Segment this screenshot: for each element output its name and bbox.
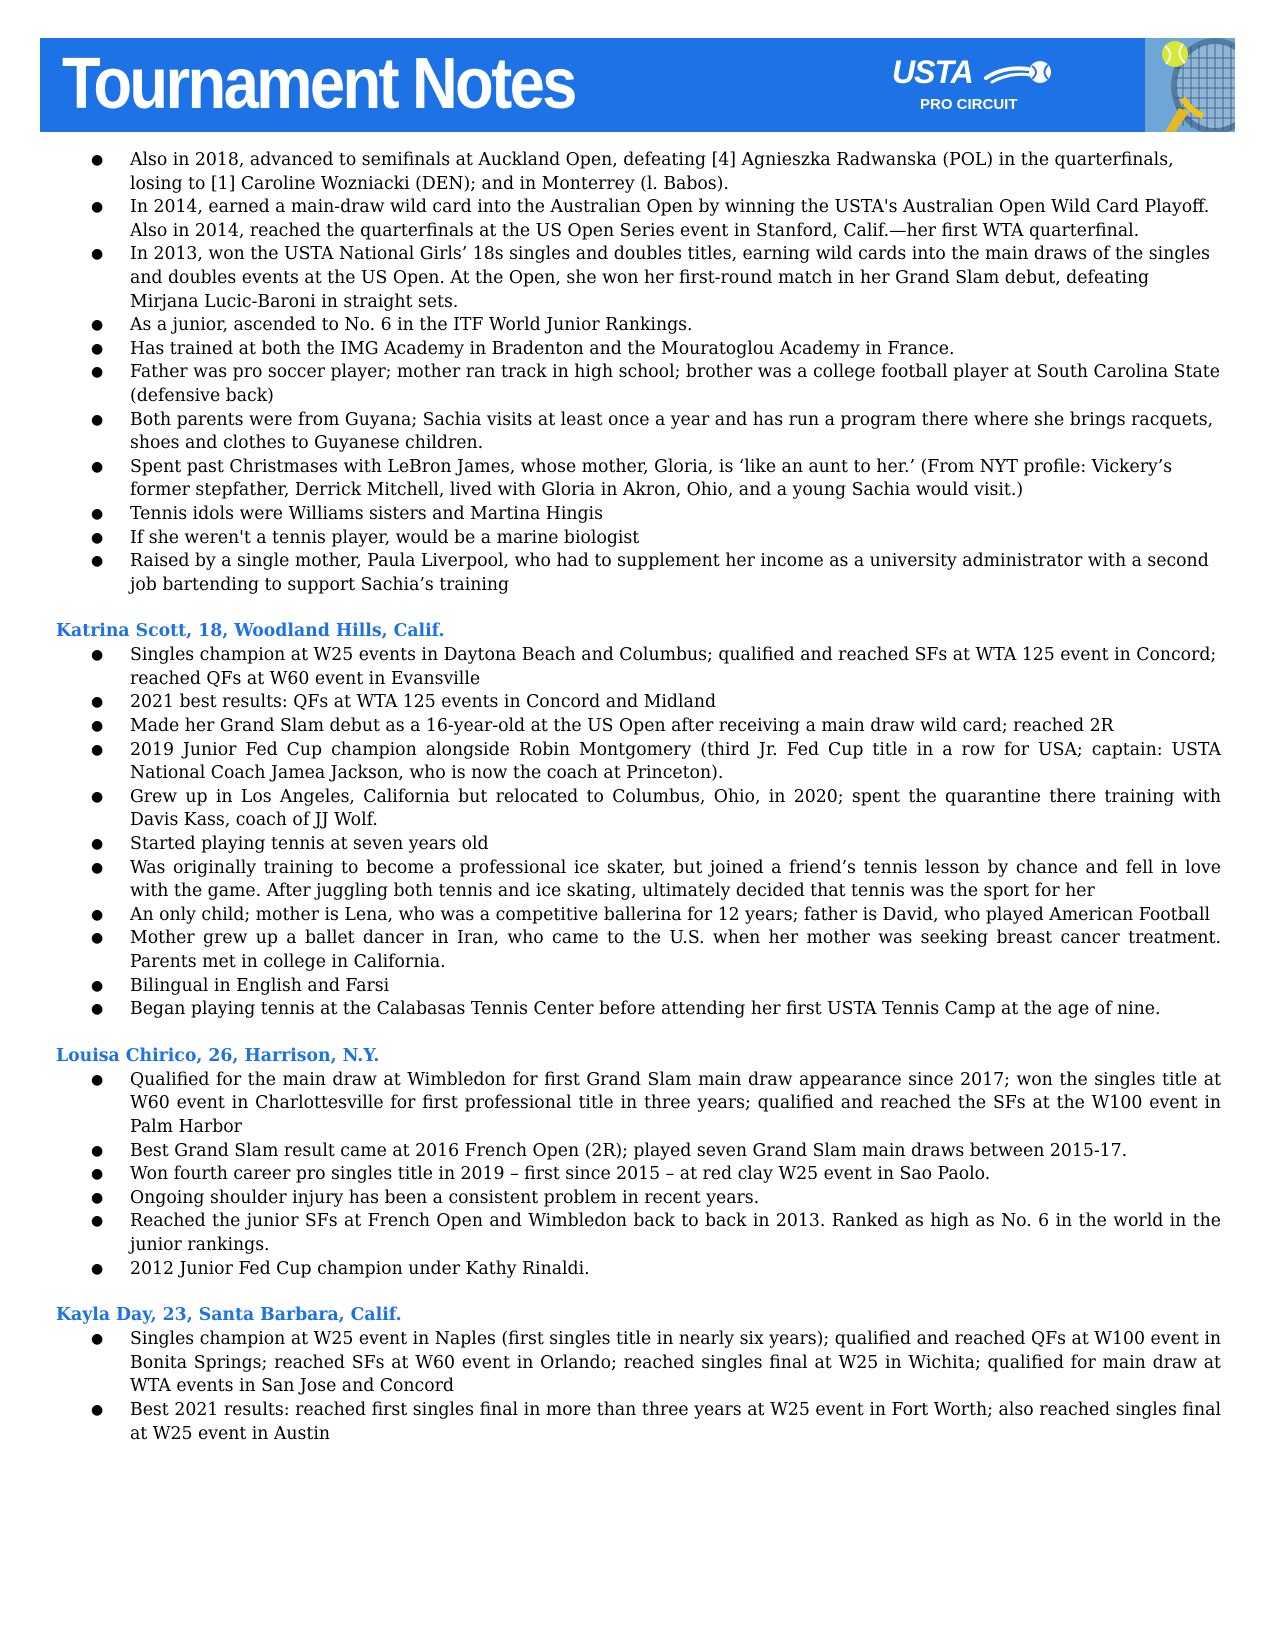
louisa-chirico-bullet-list	[56, 1069, 1221, 1281]
list-item: ● Also in 2018, advanced to semifinals at Auckland Open, defeating [4] Agnieszka Radwanska (POL) in the quarterfinals, losing to [1] Caroline Wozniacki (DEN); and in Monterrey (l. Babos).	[91, 150, 1174, 194]
bullet-icon: ●	[91, 1071, 104, 1088]
tennis-ball-swoosh-icon	[984, 60, 1054, 86]
usta-logo	[892, 54, 1092, 124]
list-item: ● Grew up in Los Angeles, California but relocated to Columbus, Ohio, in 2020; spent the quarantine there training with Davis Kass, coach of JJ Wolf.	[91, 786, 1221, 831]
bullet-icon: ●	[91, 1166, 104, 1183]
list-item: ● Made her Grand Slam debut as a 16-year-old at the US Open after receiving a main draw wild card; reached 2R	[56, 715, 1221, 739]
player-heading-louisa-chirico: Louisa Chirico, 26, Harrison, N.Y.	[56, 1045, 380, 1066]
bullet-icon: ●	[91, 930, 104, 947]
bullet-icon: ●	[91, 977, 104, 994]
intro-bullet-list	[56, 149, 1221, 597]
katrina-scott-bullet-list	[56, 644, 1221, 1022]
list-item: ● An only child; mother is Lena, who was a competitive ballerina for 12 years; father is David, who played American Football	[56, 904, 1221, 928]
bullet-icon: ●	[91, 458, 104, 475]
bullet-icon: ●	[91, 317, 104, 334]
bullet-icon: ●	[91, 788, 104, 805]
list-item: ● 2012 Junior Fed Cup champion under Kathy Rinaldi.	[56, 1258, 1221, 1282]
page-title: Tournament Notes	[62, 44, 575, 124]
bullet-icon: ●	[91, 836, 104, 853]
bullet-icon: ●	[91, 1331, 104, 1348]
list-item: ● As a junior, ascended to No. 6 in the ITF World Junior Rankings.	[56, 314, 1221, 338]
header-banner	[40, 38, 1235, 132]
bullet-icon: ●	[91, 1001, 104, 1018]
logo-wordmark: USTA	[892, 54, 973, 90]
bullet-icon: ●	[91, 246, 104, 263]
bullet-icon: ●	[91, 411, 104, 428]
bullet-icon: ●	[91, 199, 104, 216]
bullet-icon: ●	[91, 1213, 104, 1230]
bullet-icon: ●	[91, 1260, 104, 1277]
list-item: ● Singles champion at W25 events in Daytona Beach and Columbus; qualified and reached SFs at WTA 125 event in Concord; reached QFs at W60 event in Evansville	[91, 645, 1217, 689]
list-item: ● Ongoing shoulder injury has been a consistent problem in recent years.	[56, 1187, 1221, 1211]
list-item: ● Qualified for the main draw at Wimbledon for first Grand Slam main draw appearance since 2017; won the singles title at W60 event in Charlottesville for first professional title in three years; qualified and reached the SFs at the W100 event in Palm Harbor	[91, 1069, 1221, 1137]
list-item: ● Bilingual in English and Farsi	[56, 975, 1221, 999]
bullet-icon: ●	[91, 694, 104, 711]
list-item: ● Reached the junior SFs at French Open and Wimbledon back to back in 2013. Ranked as high as No. 6 in the world in the junior rankings.	[91, 1211, 1221, 1255]
list-item: ● 2021 best results: QFs at WTA 125 events in Concord and Midland	[56, 691, 1221, 715]
bullet-icon: ●	[91, 741, 104, 758]
kayla-day-bullet-list	[56, 1328, 1221, 1446]
bullet-icon: ●	[91, 647, 104, 664]
bullet-icon: ●	[91, 152, 104, 168]
list-item: ● Won fourth career pro singles title in 2019 – first since 2015 – at red clay W25 event in Sao Paolo.	[56, 1163, 1221, 1187]
list-item: ● Raised by a single mother, Paula Liverpool, who had to supplement her income as a university administrator with a second job bartending to support Sachia’s training	[91, 551, 1209, 595]
bullet-icon: ●	[91, 906, 104, 923]
racquet-ball-icon	[1145, 38, 1235, 132]
list-item: ● Best Grand Slam result came at 2016 French Open (2R); played seven Grand Slam main draws between 2015-17.	[56, 1140, 1221, 1164]
list-item: ● Father was pro soccer player; mother ran track in high school; brother was a college football player at South Carolina State (defensive back)	[91, 362, 1220, 406]
list-item: ● Began playing tennis at the Calabasas Tennis Center before attending her first USTA Tennis Camp at the age of nine.	[56, 998, 1221, 1022]
list-item: ● Best 2021 results: reached first singles final in more than three years at W25 event in Fort Worth; also reached singles final at W25 event in Austin	[91, 1399, 1221, 1444]
list-item: ● Tennis idols were Williams sisters and Martina Hingis	[56, 503, 1221, 527]
tennis-racquet-photo	[1145, 38, 1235, 132]
bullet-icon: ●	[91, 859, 104, 876]
bullet-icon: ●	[91, 1401, 104, 1418]
bullet-icon: ●	[91, 529, 104, 546]
bullet-icon: ●	[91, 1189, 104, 1206]
list-item: ● Has trained at both the IMG Academy in Bradenton and the Mouratoglou Academy in France.	[56, 338, 1221, 362]
bullet-icon: ●	[91, 553, 104, 570]
player-heading-katrina-scott: Katrina Scott, 18, Woodland Hills, Calif.	[56, 621, 445, 642]
notes-content	[56, 149, 1221, 1446]
bullet-icon: ●	[91, 1142, 104, 1159]
list-item: ● Both parents were from Guyana; Sachia visits at least once a year and has run a program there where she brings racquets, shoes and clothes to Guyanese children.	[91, 409, 1214, 454]
list-item: ● In 2014, earned a main-draw wild card into the Australian Open by winning the USTA's Australian Open Wild Card Playoff. Also in 2014, reached the quarterfinals at the US Open Series event in Stanford, Calif.—her first WTA quarterfinal.	[91, 197, 1210, 241]
list-item: ● If she weren't a tennis player, would be a marine biologist	[56, 527, 1221, 551]
player-heading-kayla-day: Kayla Day, 23, Santa Barbara, Calif.	[56, 1305, 402, 1326]
list-item: ● Was originally training to become a professional ice skater, but joined a friend’s tennis lesson by chance and fell in love with the game. After juggling both tennis and ice skating, ultimately decided that tennis was the sport for her	[91, 857, 1221, 902]
list-item: ● Started playing tennis at seven years old	[56, 833, 1221, 857]
list-item: ● Spent past Christmases with LeBron James, whose mother, Gloria, is ‘like an aunt to her.’ (From NYT profile: Vickery’s former stepfather, Derrick Mitchell, lived with Gloria in Akron, Ohio, and a young Sachia would visit.)	[91, 456, 1173, 501]
bullet-icon: ●	[91, 340, 104, 357]
bullet-icon: ●	[91, 364, 104, 381]
bullet-icon: ●	[91, 718, 104, 735]
list-item: ● Singles champion at W25 event in Naples (first singles title in nearly six years); qualified and reached QFs at W100 event in Bonita Springs; reached SFs at W60 event in Orlando; reached singles final at W25 in Wichita; qualified for main draw at WTA events in San Jose and Concord	[91, 1329, 1221, 1397]
list-item: ● In 2013, won the USTA National Girls’ 18s singles and doubles titles, earning wild cards into the main draws of the singles and doubles events at the US Open. At the Open, she won her first-round match in her Grand Slam debut, defeating Mirjana Lucic-Baroni in straight sets.	[91, 244, 1210, 312]
list-item: ● 2019 Junior Fed Cup champion alongside Robin Montgomery (third Jr. Fed Cup title in a row for USA; captain: USTA National Coach Jamea Jackson, who is now the coach at Princeton).	[91, 739, 1221, 784]
bullet-icon: ●	[91, 505, 104, 522]
logo-subtitle: PRO CIRCUIT	[920, 96, 1018, 113]
list-item: ● Mother grew up a ballet dancer in Iran, who came to the U.S. when her mother was seeking breast cancer treatment. Parents met in college in California.	[91, 928, 1221, 972]
